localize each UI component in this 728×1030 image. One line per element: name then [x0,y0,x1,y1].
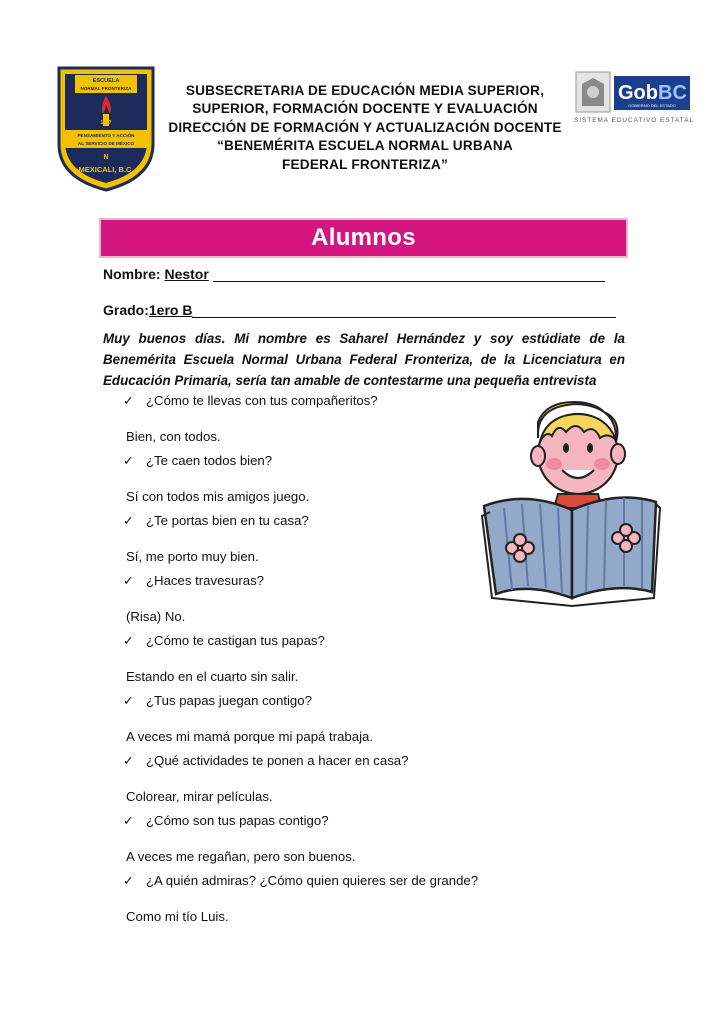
answer: Como mi tío Luis. [126,909,229,924]
question-text: ¿Cómo son tus papas contigo? [146,813,329,828]
answer: Bien, con todos. [126,429,221,444]
question [123,753,408,769]
check-icon: ✓ [123,453,134,468]
gob-caption: SISTEMA EDUCATIVO ESTATAL [574,117,694,124]
nombre-underline [213,267,605,282]
question-text: ¿Cómo te llevas con tus compañeritos? [146,393,378,408]
question [123,873,478,889]
check-icon: ✓ [123,393,134,408]
question-text: ¿Haces travesuras? [146,573,264,588]
logo-text-top2: NORMAL FRONTERIZA [80,86,132,91]
answer: Sí con todos mis amigos juego. [126,489,310,504]
qa-item [103,873,543,933]
nombre-value: Nestor [164,266,209,282]
question [123,633,325,649]
qa-item [103,693,543,753]
logo-year: 1917 [100,120,112,126]
grado-label: Grado: [103,302,149,318]
question-text: ¿Qué actividades te ponen a hacer en casa? [146,753,409,768]
question [123,813,329,829]
header-line-3: DIRECCIÓN DE FORMACIÓN Y ACTUALIZACIÓN DOCENTE [168,119,562,135]
grado-value: 1ero B [148,302,193,318]
logo-motto2: AL SERVICIO DE MÉXICO [77,141,135,146]
question-text: ¿Cómo te castigan tus papas? [146,633,325,648]
check-icon: ✓ [123,633,134,648]
check-icon: ✓ [123,813,134,828]
answer: A veces mi mamá porque mi papá trabaja. [126,729,374,744]
check-icon: ✓ [123,513,134,528]
question-text: ¿A quién admiras? ¿Cómo quien quieres ser de grande? [146,873,479,888]
intro-paragraph: Muy buenos días. Mi nombre es Saharel Hernández y soy estúdiate de la Benemérita Escuela Normal Urbana Federal Fronteriza, de la Licenciatura en Educación Primaria, sería tan amable de contestarme una pequeña entrevista [103,331,625,388]
banner-title: Alumnos [311,224,416,251]
header-line-4: “BENEMÉRITA ESCUELA NORMAL URBANA [217,138,513,154]
answer: Sí, me porto muy bien. [126,549,259,564]
grado-underline [192,303,616,318]
logo-city: MEXICALI, B.C. [78,165,134,174]
logo-motto1: PENSAMIENTO Y ACCIÓN [77,133,135,138]
grado-field [103,302,616,318]
gob-bc-logo [574,70,694,132]
child-reading-illustration [476,398,666,610]
gob-subtitle: GOBIERNO DEL ESTADO [628,103,676,108]
institution-header [150,82,580,174]
nombre-field [103,266,605,282]
question [123,513,309,529]
question-text: ¿Te caen todos bien? [146,453,273,468]
header-line-2: SUPERIOR, FORMACIÓN DOCENTE Y EVALUACIÓN [192,101,538,117]
header-line-1: SUBSECRETARIA DE EDUCACIÓN MEDIA SUPERIOR, [185,83,545,98]
nombre-label: Nombre: [103,266,161,282]
check-icon: ✓ [123,873,134,888]
check-icon: ✓ [123,573,134,588]
check-icon: ✓ [123,693,134,708]
answer: A veces me regañan, pero son buenos. [126,849,356,864]
answer: Estando en el cuarto sin salir. [126,669,299,684]
qa-item [103,753,543,813]
question [123,393,378,409]
question [123,453,272,469]
qa-item [103,633,543,693]
gob-brand-text: GobBC [618,82,687,104]
question-text: ¿Tus papas juegan contigo? [146,693,312,708]
question [123,693,312,709]
answer: Colorear, mirar películas. [126,789,273,804]
logo-text-top1: ESCUELA [92,78,120,84]
question-text: ¿Te portas bien en tu casa? [146,513,309,528]
question [123,573,264,589]
school-shield-logo [57,66,155,192]
header-line-5: FEDERAL FRONTERIZA” [282,156,448,172]
check-icon: ✓ [123,753,134,768]
section-banner [101,220,626,256]
answer: (Risa) No. [126,609,186,624]
logo-letter: N [103,154,109,161]
qa-item [103,813,543,873]
